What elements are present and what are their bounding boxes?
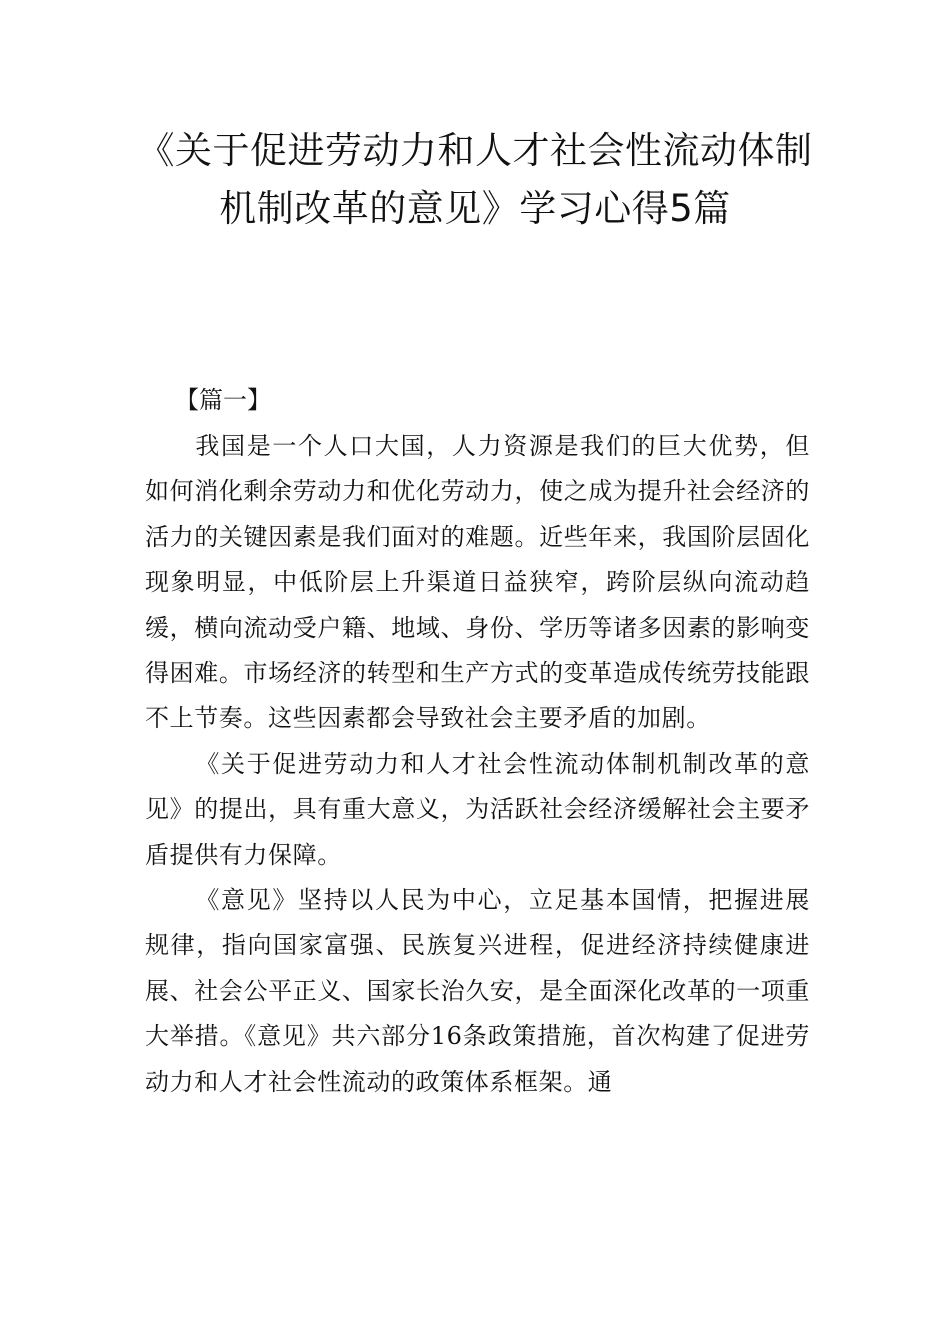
document-title: 《关于促进劳动力和人才社会性流动体制机制改革的意见》学习心得5篇 xyxy=(137,129,813,230)
body-paragraph-3: 《意见》坚持以人民为中心，立足基本国情，把握进展规律，指向国家富强、民族复兴进程，促进经济持续健康进展、社会公平正义、国家长治久安，是全面深化改革的一项重大举措。《意见》共六部分16条政策措施，首次构建了促进劳动力和人才社会性流动的政策体系框架。通 xyxy=(145,886,810,1096)
section-heading: 【篇一】 xyxy=(175,386,271,414)
body-paragraph-1: 我国是一个人口大国，人力资源是我们的巨大优势，但如何消化剩余劳动力和优化劳动力，使之成为提升社会经济的活力的关键因素是我们面对的难题。近些年来，我国阶层固化现象明显，中低阶层上升渠道日益狭窄，跨阶层纵向流动趋缓，横向流动受户籍、地域、身份、学历等诸多因素的影响变得困难。市场经济的转型和生产方式的变革造成传统劳技能跟不上节奏。这些因素都会导致社会主要矛盾的加剧。 xyxy=(145,432,810,733)
document-body xyxy=(145,424,810,1105)
body-paragraph-2: 《关于促进劳动力和人才社会性流动体制机制改革的意见》的提出，具有重大意义，为活跃社会经济缓解社会主要矛盾提供有力保障。 xyxy=(145,749,810,869)
